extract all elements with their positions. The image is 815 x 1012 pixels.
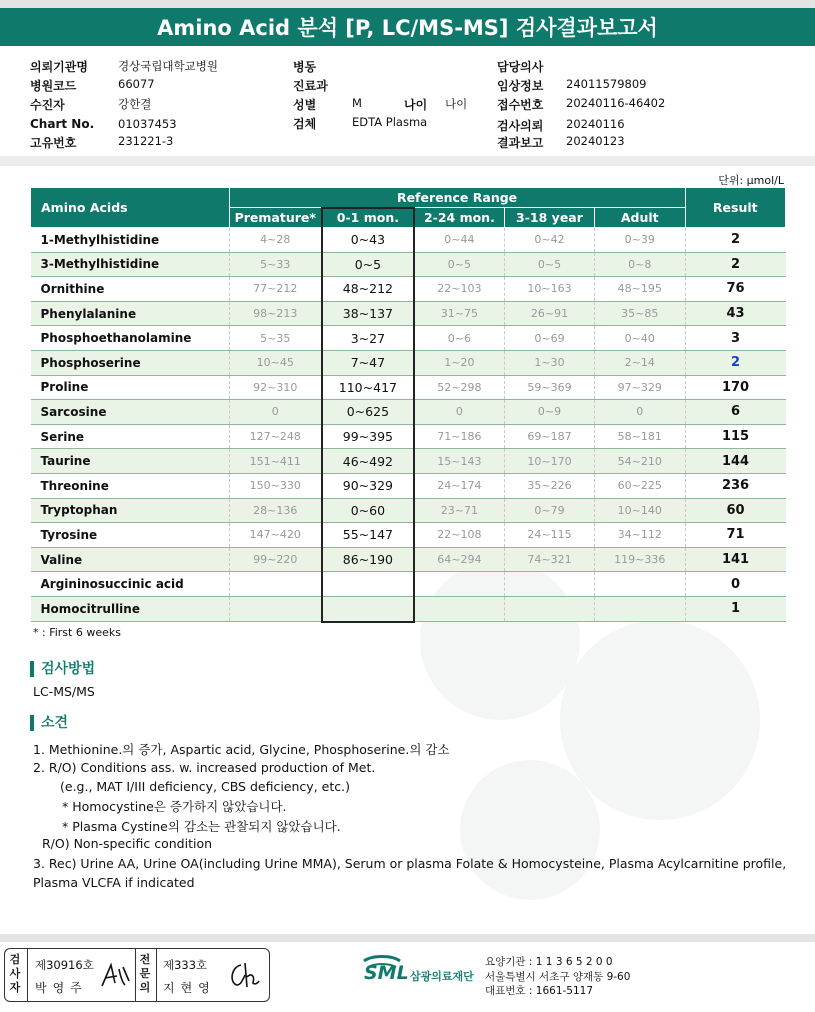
reference-range-cell (229, 572, 322, 597)
table-row (31, 547, 786, 572)
reference-range-cell: 0~625 (322, 400, 414, 425)
patient-value: 강한결 (118, 97, 152, 111)
specimen-value: EDTA Plasma (352, 115, 428, 129)
org-name: 삼광의료재단 (410, 970, 474, 983)
reference-range-cell (595, 572, 686, 597)
result-value: 71 (685, 523, 785, 548)
reference-range-cell: 0~42 (504, 228, 594, 253)
result-value: 0 (685, 572, 785, 597)
table-row (31, 596, 786, 621)
table-row (31, 252, 786, 277)
reference-range-cell: 0~40 (595, 326, 686, 351)
reference-range-cell: 0~5 (322, 252, 414, 277)
reference-range-cell: 0~6 (414, 326, 505, 351)
reference-range-cell: 0~5 (414, 252, 505, 277)
doctor-label: 담당의사 (497, 60, 544, 74)
tester-number: 제30916호 (35, 958, 94, 972)
opinion-title: 소견 (30, 715, 68, 731)
reference-range-cell: 0~44 (414, 228, 505, 253)
sex-label: 성별 (293, 98, 317, 112)
reference-range-cell: 5~33 (229, 252, 322, 277)
reference-range-cell: 24~174 (414, 473, 505, 498)
reference-range-cell: 35~85 (595, 301, 686, 326)
divider-band (0, 156, 815, 166)
table-row (31, 301, 786, 326)
top-band (0, 0, 815, 8)
unique-no-value: 231221-3 (118, 134, 174, 148)
watermark-shape (560, 620, 760, 820)
amino-acid-name: Argininosuccinic acid (31, 572, 230, 597)
receipt-no-value: 20240116-46402 (566, 96, 666, 110)
reference-range-cell: 151~411 (229, 449, 322, 474)
opinion-line: * Homocystine은 증가하지 않았습니다. (62, 799, 287, 814)
col-result-header: Result (685, 188, 785, 228)
table-row (31, 326, 786, 351)
reference-range-cell (322, 596, 414, 621)
opinion-line: * Plasma Cystine의 감소는 관찰되지 않았습니다. (62, 819, 341, 834)
reference-range-cell: 0~69 (504, 326, 594, 351)
reference-range-cell (595, 596, 686, 621)
reference-range-cell (322, 572, 414, 597)
reference-range-cell: 10~163 (504, 277, 594, 302)
sig-divider (156, 949, 157, 1001)
reference-range-cell (504, 572, 594, 597)
reference-range-cell: 58~181 (595, 424, 686, 449)
reference-range-cell: 64~294 (414, 547, 505, 572)
reference-range-cell: 69~187 (504, 424, 594, 449)
reference-range-cell: 59~369 (504, 375, 594, 400)
reference-range-cell: 0~8 (595, 252, 686, 277)
result-value: 2 (685, 252, 785, 277)
report-date-value: 20240123 (566, 134, 625, 148)
ref-col-2-24mon: 2-24 mon. (414, 208, 505, 228)
reference-range-cell: 15~143 (414, 449, 505, 474)
amino-acid-name: Valine (31, 547, 230, 572)
reference-range-cell: 0~60 (322, 498, 414, 523)
unit-label: 단위: µmol/L (718, 174, 784, 187)
reference-range-cell: 150~330 (229, 473, 322, 498)
reference-range-cell: 4~28 (229, 228, 322, 253)
reference-range-cell: 55~147 (322, 523, 414, 548)
result-value: 43 (685, 301, 785, 326)
reference-range-cell: 26~91 (504, 301, 594, 326)
reference-range-cell: 86~190 (322, 547, 414, 572)
reference-range-cell: 54~210 (595, 449, 686, 474)
org-phone: 대표번호 : 1661-5117 (485, 985, 594, 997)
watermark-shape (460, 760, 600, 900)
reference-range-cell: 98~213 (229, 301, 322, 326)
reference-range-cell: 147~420 (229, 523, 322, 548)
opinion-line: Plasma VLCFA if indicated (33, 875, 195, 890)
reference-range-cell: 0~79 (504, 498, 594, 523)
hospital-code-value: 66077 (118, 77, 155, 91)
reference-range-cell: 22~108 (414, 523, 505, 548)
amino-acid-name: Tyrosine (31, 523, 230, 548)
reference-range-cell: 28~136 (229, 498, 322, 523)
col-amino-header: Amino Acids (31, 188, 230, 228)
reference-range-cell: 48~212 (322, 277, 414, 302)
reference-range-cell: 10~170 (504, 449, 594, 474)
result-value: 6 (685, 400, 785, 425)
reference-range-cell: 97~329 (595, 375, 686, 400)
tester-label: 검 사 자 (9, 953, 21, 994)
unique-no-label: 고유번호 (30, 136, 77, 150)
amino-acid-name: Serine (31, 424, 230, 449)
footnote: * : First 6 weeks (33, 626, 121, 639)
reference-range-cell: 119~336 (595, 547, 686, 572)
reference-range-cell (229, 596, 322, 621)
sml-logo (362, 955, 482, 995)
age-label: 나이 (404, 98, 428, 112)
reference-range-cell: 60~225 (595, 473, 686, 498)
table-row (31, 277, 786, 302)
logo-text: SML (364, 962, 409, 984)
opinion-line: 1. Methionine.의 증가, Aspartic acid, Glycine, Phosphoserine.의 감소 (33, 742, 450, 757)
chart-no-value: 01037453 (118, 117, 177, 131)
reference-range-cell: 22~103 (414, 277, 505, 302)
reference-range-cell: 0 (414, 400, 505, 425)
amino-acid-name: Sarcosine (31, 400, 230, 425)
reference-range-cell: 46~492 (322, 449, 414, 474)
specialist-label: 전 문 의 (139, 953, 151, 994)
reference-range-cell: 110~417 (322, 375, 414, 400)
method-title: 검사방법 (30, 661, 95, 677)
reference-range-cell: 3~27 (322, 326, 414, 351)
clinical-info-value: 24011579809 (566, 77, 647, 91)
reference-range-cell: 99~220 (229, 547, 322, 572)
reference-range-cell: 24~115 (504, 523, 594, 548)
table-row (31, 375, 786, 400)
reference-range-cell: 0 (595, 400, 686, 425)
reference-range-cell: 34~112 (595, 523, 686, 548)
report-title: Amino Acid 분석 [P, LC/MS-MS] 검사결과보고서 (0, 8, 815, 46)
amino-acid-name: Ornithine (31, 277, 230, 302)
receipt-no-label: 접수번호 (497, 98, 544, 112)
reference-range-cell: 23~71 (414, 498, 505, 523)
reference-range-cell: 0~9 (504, 400, 594, 425)
org-address: 서울특별시 서초구 양재동 9-60 (485, 970, 631, 983)
amino-acid-name: Phosphoethanolamine (31, 326, 230, 351)
ref-col-premature: Premature* (229, 208, 322, 228)
reference-range-cell: 1~30 (504, 350, 594, 375)
table-row (31, 473, 786, 498)
amino-acid-name: Proline (31, 375, 230, 400)
reference-range-cell: 35~226 (504, 473, 594, 498)
reference-range-cell (504, 596, 594, 621)
reference-range-cell: 10~140 (595, 498, 686, 523)
reference-range-cell: 77~212 (229, 277, 322, 302)
hospital-label: 의뢰기관명 (30, 60, 88, 74)
reference-range-cell: 52~298 (414, 375, 505, 400)
table-row (31, 228, 786, 253)
hospital-value: 경상국립대학교병원 (118, 59, 218, 73)
result-value: 76 (685, 277, 785, 302)
result-value: 60 (685, 498, 785, 523)
ref-col-adult: Adult (595, 208, 686, 228)
clinical-info-label: 임상정보 (497, 79, 544, 93)
reference-range-cell: 92~310 (229, 375, 322, 400)
result-value: 1 (685, 596, 785, 621)
tester-signature (99, 961, 133, 991)
reference-range-cell: 0~39 (595, 228, 686, 253)
opinion-line: 3. Rec) Urine AA, Urine OA(including Urine MMA), Serum or plasma Folate & Homocysteine, Plasma Acylcarnitine profile, (33, 856, 787, 871)
result-value: 141 (685, 547, 785, 572)
amino-acid-name: 3-Methylhistidine (31, 252, 230, 277)
sig-divider (135, 949, 136, 1001)
amino-acid-name: Taurine (31, 449, 230, 474)
reference-range-cell: 0 (229, 400, 322, 425)
amino-acid-name: Phenylalanine (31, 301, 230, 326)
amino-acid-name: Threonine (31, 473, 230, 498)
opinion-line: 2. R/O) Conditions ass. w. increased production of Met. (33, 760, 376, 775)
reference-range-cell: 31~75 (414, 301, 505, 326)
reference-range-cell: 48~195 (595, 277, 686, 302)
result-value: 2 (685, 228, 785, 253)
table-row (31, 400, 786, 425)
signature-box (4, 948, 270, 1002)
hospital-code-label: 병원코드 (30, 79, 77, 93)
specimen-label: 검체 (293, 117, 317, 131)
tester-name: 박영주 (35, 981, 88, 995)
reference-range-cell: 71~186 (414, 424, 505, 449)
result-value: 236 (685, 473, 785, 498)
specialist-signature (227, 959, 261, 991)
dept-label: 진료과 (293, 79, 328, 93)
result-value: 144 (685, 449, 785, 474)
opinion-line: R/O) Non-specific condition (42, 836, 213, 851)
specialist-number: 제333호 (163, 958, 208, 972)
amino-acid-name: Tryptophan (31, 498, 230, 523)
amino-acid-name: Homocitrulline (31, 596, 230, 621)
result-value: 170 (685, 375, 785, 400)
result-value: 115 (685, 424, 785, 449)
sig-divider (27, 949, 28, 1001)
reference-range-cell: 2~14 (595, 350, 686, 375)
ward-label: 병동 (293, 60, 317, 74)
method-text: LC-MS/MS (33, 684, 95, 699)
reference-range-cell (414, 572, 505, 597)
reference-range-cell: 10~45 (229, 350, 322, 375)
amino-acid-table (30, 187, 786, 623)
org-code: 요양기관 : 1 1 3 6 5 2 0 0 (485, 956, 613, 968)
reference-range-cell: 127~248 (229, 424, 322, 449)
col-ref-header: Reference Range (229, 188, 685, 208)
reference-range-cell: 74~321 (504, 547, 594, 572)
chart-no-label: Chart No. (30, 117, 95, 131)
reference-range-cell: 1~20 (414, 350, 505, 375)
table-row (31, 424, 786, 449)
table-row (31, 350, 786, 375)
ref-col-0-1mon: 0-1 mon. (322, 208, 414, 228)
opinion-line: (e.g., MAT I/III deficiency, CBS deficiency, etc.) (60, 779, 350, 794)
patient-label: 수진자 (30, 98, 65, 112)
sex-value: M (352, 96, 362, 110)
ref-col-3-18year: 3-18 year (504, 208, 594, 228)
amino-acid-name: 1-Methylhistidine (31, 228, 230, 253)
org-info (485, 955, 630, 999)
table-row (31, 523, 786, 548)
table-row (31, 498, 786, 523)
request-date-label: 검사의뢰 (497, 119, 544, 133)
reference-range-cell: 0~43 (322, 228, 414, 253)
reference-range-cell: 99~395 (322, 424, 414, 449)
table-row (31, 572, 786, 597)
reference-range-cell: 38~137 (322, 301, 414, 326)
amino-acid-name: Phosphoserine (31, 350, 230, 375)
specialist-name: 지현영 (163, 981, 216, 995)
reference-range-cell: 5~35 (229, 326, 322, 351)
reference-range-cell: 0~5 (504, 252, 594, 277)
reference-range-cell: 7~47 (322, 350, 414, 375)
request-date-value: 20240116 (566, 117, 625, 131)
bottom-band (0, 934, 815, 942)
reference-range-cell (414, 596, 505, 621)
table-row (31, 449, 786, 474)
age-value: 나이 (445, 97, 468, 111)
report-date-label: 결과보고 (497, 136, 544, 150)
result-value: 3 (685, 326, 785, 351)
result-value: 2 (685, 350, 785, 375)
reference-range-cell: 90~329 (322, 473, 414, 498)
